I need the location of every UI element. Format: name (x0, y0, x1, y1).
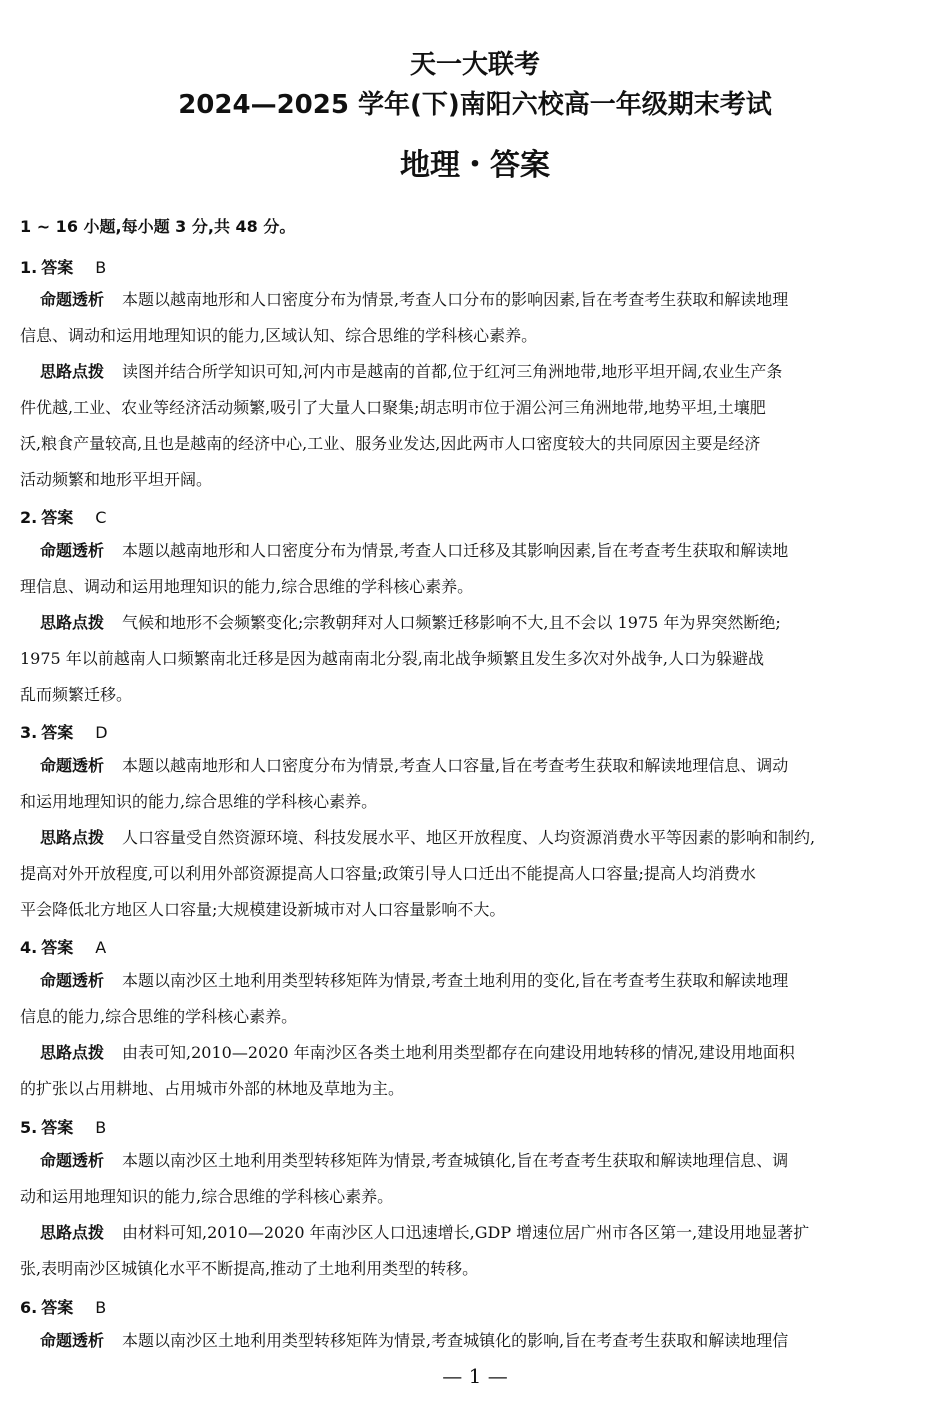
line-text: 活动频繁和地形平坦开阔。 (20, 470, 213, 489)
analysis-line (40, 1323, 928, 1359)
question-number: 3. (20, 723, 38, 742)
analysis-line (40, 282, 928, 318)
question-answer-heading (20, 720, 108, 743)
line-text: 1975 年以前越南人口频繁南北迁移是因为越南南北分裂,南北战争频繁且发生多次对外战争,人口为躲避战 (20, 649, 764, 668)
line-text: 理信息、调动和运用地理知识的能力,综合思维的学科核心素养。 (20, 577, 474, 596)
answer-choice: D (95, 723, 108, 742)
answer-choice: B (95, 258, 107, 277)
question-answer-heading (20, 1295, 106, 1318)
line-text: 信息的能力,综合思维的学科核心素养。 (20, 1007, 298, 1026)
answer-label: 答案 (41, 1118, 74, 1137)
question-number: 4. (20, 938, 38, 957)
line-text: 由材料可知,2010—2020 年南沙区人口迅速增长,GDP 增速位居广州市各区第一,建设用地显著扩 (122, 1223, 810, 1242)
approach-line (20, 856, 928, 892)
line-text: 读图并结合所学知识可知,河内市是越南的首都,位于红河三角洲地带,地形平坦开阔,农业生产条 (122, 362, 783, 381)
approach-label: 思路点拨 (40, 1223, 105, 1242)
line-text: 本题以越南地形和人口密度分布为情景,考查人口容量,旨在考查考生获取和解读地理信息、调动 (122, 756, 789, 775)
line-text: 提高对外开放程度,可以利用外部资源提高人口容量;政策引导人口迁出不能提高人口容量;提高人均消费水 (20, 864, 756, 883)
approach-line (20, 390, 928, 426)
line-text: 气候和地形不会频繁变化;宗教朝拜对人口频繁迁移影响不大,且不会以 1975 年为界突然断绝; (122, 613, 781, 632)
approach-line (40, 1215, 928, 1251)
approach-line (20, 677, 928, 713)
line-text: 本题以南沙区土地利用类型转移矩阵为情景,考查土地利用的变化,旨在考查考生获取和解读地理 (122, 971, 789, 990)
answer-label: 答案 (41, 258, 74, 277)
line-text: 张,表明南沙区城镇化水平不断提高,推动了土地利用类型的转移。 (20, 1259, 479, 1278)
line-text: 由表可知,2010—2020 年南沙区各类土地利用类型都存在向建设用地转移的情况,建设用地面积 (122, 1043, 795, 1062)
approach-label: 思路点拨 (40, 828, 105, 847)
analysis-line (20, 1179, 928, 1215)
analysis-line (20, 999, 928, 1035)
question-answer-heading (20, 1115, 106, 1138)
approach-label: 思路点拨 (40, 362, 105, 381)
analysis-label: 命题透析 (40, 756, 105, 775)
question-answer-heading (20, 935, 106, 958)
answer-choice: B (95, 1298, 107, 1317)
analysis-line (40, 963, 928, 999)
question-number: 6. (20, 1298, 38, 1317)
approach-line (40, 354, 928, 390)
approach-line (20, 426, 928, 462)
question-answer-heading (20, 255, 106, 278)
analysis-line (40, 533, 928, 569)
approach-label: 思路点拨 (40, 613, 105, 632)
analysis-line (20, 784, 928, 820)
approach-line (20, 462, 928, 498)
analysis-label: 命题透析 (40, 290, 105, 309)
line-text: 平会降低北方地区人口容量;大规模建设新城市对人口容量影响不大。 (20, 900, 506, 919)
approach-label: 思路点拨 (40, 1043, 105, 1062)
approach-line (40, 820, 928, 856)
analysis-label: 命题透析 (40, 1151, 105, 1170)
line-text: 动和运用地理知识的能力,综合思维的学科核心素养。 (20, 1187, 394, 1206)
analysis-line (20, 569, 928, 605)
answer-label: 答案 (41, 1298, 74, 1317)
approach-line (20, 1251, 928, 1287)
analysis-label: 命题透析 (40, 971, 105, 990)
approach-line (20, 1071, 928, 1107)
question-number: 2. (20, 508, 38, 527)
analysis-label: 命题透析 (40, 1331, 105, 1350)
question-answer-heading (20, 505, 106, 528)
line-text: 本题以越南地形和人口密度分布为情景,考查人口分布的影响因素,旨在考查考生获取和解读地理 (122, 290, 789, 309)
section-intro: 1 ~ 16 小题,每小题 3 分,共 48 分。 (20, 217, 296, 236)
line-text: 的扩张以占用耕地、占用城市外部的林地及草地为主。 (20, 1079, 405, 1098)
line-text: 本题以越南地形和人口密度分布为情景,考查人口迁移及其影响因素,旨在考查考生获取和解读地 (122, 541, 789, 560)
answer-choice: C (95, 508, 107, 527)
exam-series-title: 天一大联考 (409, 50, 540, 80)
line-text: 乱而频繁迁移。 (20, 685, 133, 704)
answer-label: 答案 (41, 508, 74, 527)
line-text: 本题以南沙区土地利用类型转移矩阵为情景,考查城镇化,旨在考查考生获取和解读地理信息、调 (122, 1151, 789, 1170)
question-number: 5. (20, 1118, 38, 1137)
approach-line (40, 1035, 928, 1071)
analysis-label: 命题透析 (40, 541, 105, 560)
analysis-line (40, 748, 928, 784)
answer-choice: B (95, 1118, 107, 1137)
analysis-line (20, 318, 928, 354)
line-text: 件优越,工业、农业等经济活动频繁,吸引了大量人口聚集;胡志明市位于湄公河三角洲地带,地势平坦,土壤肥 (20, 398, 766, 417)
analysis-line (40, 1143, 928, 1179)
question-number: 1. (20, 258, 38, 277)
exam-title: 2024—2025 学年(下)南阳六校高一年级期末考试 (178, 90, 772, 120)
answer-label: 答案 (41, 938, 74, 957)
answer-label: 答案 (41, 723, 74, 742)
answer-choice: A (95, 938, 107, 957)
approach-line (20, 892, 928, 928)
approach-line (40, 605, 928, 641)
line-text: 人口容量受自然资源环境、科技发展水平、地区开放程度、人均资源消费水平等因素的影响和制约, (122, 828, 816, 847)
line-text: 信息、调动和运用地理知识的能力,区域认知、综合思维的学科核心素养。 (20, 326, 538, 345)
subject-title: 地理・答案 (400, 148, 550, 183)
line-text: 沃,粮食产量较高,且也是越南的经济中心,工业、服务业发达,因此两市人口密度较大的共同原因主要是经济 (20, 434, 761, 453)
line-text: 和运用地理知识的能力,综合思维的学科核心素养。 (20, 792, 378, 811)
line-text: 本题以南沙区土地利用类型转移矩阵为情景,考查城镇化的影响,旨在考查考生获取和解读地理信 (122, 1331, 789, 1350)
approach-line (20, 641, 928, 677)
page-number: — 1 — (442, 1364, 508, 1388)
